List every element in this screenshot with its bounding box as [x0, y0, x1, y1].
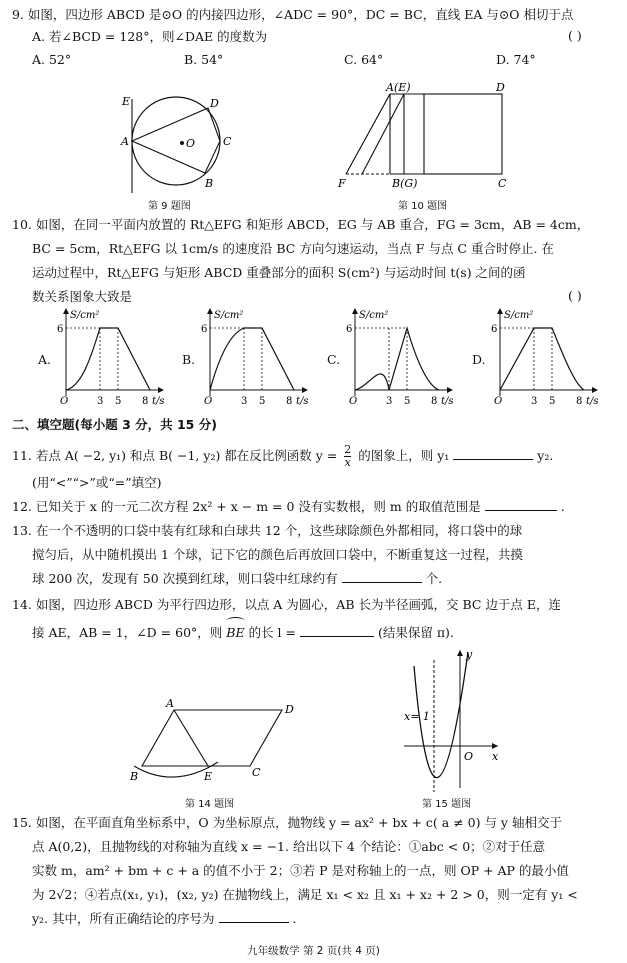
- q10-graph-xtick: O: [349, 396, 358, 407]
- q10-graph-ylabel: S/cm²: [359, 310, 389, 321]
- fig14-label-e: E: [204, 770, 213, 783]
- q10-graph-ytick: 6: [57, 324, 64, 335]
- q11-line2: (用“<”“>”或“=”填空): [32, 475, 162, 490]
- fig9-circle-diagram: [110, 85, 260, 197]
- q11-text-c: y₂.: [537, 448, 554, 463]
- q10-graph-xlabel: t/s: [152, 396, 165, 407]
- q14-answer-blank[interactable]: [300, 624, 374, 637]
- fig10-label-bg: B(G): [392, 177, 418, 190]
- q9-line1: 9. 如图，四边形 ABCD 是⊙O 的内接四边形，∠ADC = 90°，DC = BC，直线 EA 与⊙O 相切于点: [12, 7, 574, 22]
- fig15-label-x: x: [492, 750, 499, 763]
- q10-graph-xtick: O: [60, 396, 69, 407]
- q14-line1: 14. 如图，四边形 ABCD 为平行四边形，以点 A 为圆心，AB 长为半径画弧，交 BC 边于点 E，连: [12, 597, 562, 612]
- q15-line4: 为 2√2；④若点(x₁, y₁)，(x₂, y₂) 在抛物线上，满足 x₁ < x₂ 且 x₁ + x₂ + 2 > 0，则一定有 y₁ <: [32, 887, 578, 902]
- q9-option-b: B. 54°: [184, 52, 224, 67]
- q10-graph-ylabel: S/cm²: [504, 310, 534, 321]
- fig10-label-f: F: [338, 177, 346, 190]
- q12-end: .: [560, 499, 565, 514]
- q15-line3: 实数 m，am² + bm + c + a 的值不小于 2；③若 P 是对称轴上的一点，则 OP + AP 的最小值: [32, 863, 569, 878]
- q10-graph-ytick: 6: [491, 324, 498, 335]
- q10-graph-xtick: O: [204, 396, 213, 407]
- q10-graph-xtick: 5: [259, 396, 266, 407]
- q10-graph-xtick: 5: [404, 396, 411, 407]
- q9-line2: A. 若∠BCD = 128°，则∠DAE 的度数为: [32, 29, 268, 44]
- q10-graph-xtick: 8: [431, 396, 438, 407]
- q10-graph-xlabel: t/s: [586, 396, 599, 407]
- q10-line4: 数关系图象大致是: [32, 289, 133, 304]
- fig9-label-d: D: [210, 97, 219, 110]
- q14-arc-be: BE: [226, 624, 244, 642]
- fig9-label-c: C: [223, 135, 232, 148]
- fig10-rectangle-diagram: [332, 80, 522, 195]
- q10-graph-ytick: 6: [201, 324, 208, 335]
- q10-graph-xtick: 5: [115, 396, 122, 407]
- q10-graph-a: [54, 306, 174, 410]
- q9-option-c: C. 64°: [344, 52, 384, 67]
- fig9-caption: 第 9 题图: [148, 201, 191, 212]
- q10-graph-xtick: 3: [97, 396, 104, 407]
- fig10-label-ae: A(E): [386, 81, 411, 94]
- q10-graph-letter-c: C.: [327, 352, 341, 367]
- q10-graph-xtick: 8: [576, 396, 583, 407]
- q10-graph-xlabel: t/s: [296, 396, 309, 407]
- q10-graph-c: [343, 306, 463, 410]
- section-2-heading: 二、填空题(每小题 3 分，共 15 分): [12, 417, 217, 432]
- q10-graph-xtick: 3: [386, 396, 393, 407]
- q10-graph-letter-a: A.: [38, 352, 52, 367]
- fig9-label-o: O: [186, 137, 196, 150]
- fig15-label-o: O: [464, 750, 474, 763]
- q10-graph-xtick: 5: [549, 396, 556, 407]
- fig14-caption: 第 14 题图: [185, 799, 235, 810]
- q13-answer-blank[interactable]: [342, 570, 422, 583]
- q14-arc-mark: [226, 617, 244, 626]
- q9-paren: ( ): [568, 28, 582, 43]
- q11-text-a: 11. 若点 A( −2, y₁) 和点 B( −1, y₂) 都在反比例函数 y =: [12, 448, 338, 463]
- q12-answer-blank[interactable]: [485, 498, 557, 511]
- q11-text-b: 的图象上，则 y₁: [358, 448, 450, 463]
- q10-graph-ylabel: S/cm²: [214, 310, 244, 321]
- q10-graph-letter-d: D.: [472, 352, 486, 367]
- q10-graph-xtick: 8: [286, 396, 293, 407]
- q11-frac-num: 2: [344, 443, 352, 456]
- q15-end: .: [292, 911, 297, 926]
- q10-graph-d: [488, 306, 608, 410]
- q13-line2: 搅匀后，从中随机摸出 1 个球，记下它的颜色后再放回口袋中，不断重复这一过程，共摸: [32, 547, 523, 562]
- fig9-label-a: A: [121, 135, 129, 148]
- fig14-label-b: B: [130, 770, 139, 783]
- q15-line1: 15. 如图，在平面直角坐标系中，O 为坐标原点，抛物线 y = ax² + bx + c( a ≠ 0) 与 y 轴相交于: [12, 815, 562, 830]
- fig10-label-d: D: [496, 81, 505, 94]
- q10-line3: 运动过程中，Rt△EFG 与矩形 ABCD 重叠部分的面积 S(cm²) 与运动时间 t(s) 之间的函: [32, 265, 526, 280]
- fig9-label-e: E: [122, 95, 131, 108]
- fig15-label-y: y: [466, 648, 473, 661]
- q15-line2: 点 A(0,2)，且抛物线的对称轴为直线 x = −1. 给出以下 4 个结论：①abc < 0；②对于任意: [32, 839, 546, 854]
- fig14-label-a: A: [166, 697, 174, 710]
- q10-graph-xlabel: t/s: [441, 396, 454, 407]
- q11-line1: [12, 444, 553, 469]
- q13-line1: 13. 在一个不透明的口袋中装有红球和白球共 12 个，这些球除颜色外都相同，将口袋中的球: [12, 523, 523, 538]
- q15-line5: [32, 910, 296, 928]
- q15-text: y₂. 其中，所有正确结论的序号为: [32, 911, 215, 926]
- q10-graph-xtick: 3: [241, 396, 248, 407]
- fig15-caption: 第 15 题图: [422, 799, 472, 810]
- fig14-label-c: C: [252, 766, 261, 779]
- q10-graph-letter-b: B.: [182, 352, 196, 367]
- q13-line3: [32, 570, 442, 588]
- q14-text-b: 的长 l =: [248, 625, 296, 640]
- q12-text: 12. 已知关于 x 的一元二次方程 2x² + x − m = 0 没有实数根，则 m 的取值范围是: [12, 499, 481, 514]
- q10-graph-ylabel: S/cm²: [70, 310, 100, 321]
- q10-paren: ( ): [568, 288, 582, 303]
- fig14-parallelogram: [122, 696, 312, 792]
- q11-answer-blank[interactable]: [453, 447, 533, 460]
- q10-graph-b: [198, 306, 318, 410]
- q13-end: 个.: [425, 571, 443, 586]
- q10-graph-ytick: 6: [346, 324, 353, 335]
- q12-line: [12, 498, 565, 516]
- q14-text-a: 接 AE，AB = 1，∠D = 60°，则: [32, 625, 223, 640]
- q9-option-a: A. 52°: [32, 52, 72, 67]
- q14-line2: [32, 624, 454, 642]
- q10-line1: 10. 如图，在同一平面内放置的 Rt△EFG 和矩形 ABCD，EG 与 AB 重合，FG = 3cm，AB = 4cm，: [12, 217, 590, 232]
- q11-frac-den: x: [344, 456, 351, 469]
- q10-line2: BC = 5cm，Rt△EFG 以 1cm/s 的速度沿 BC 方向匀速运动，当点 F 与点 C 重合时停止. 在: [32, 241, 554, 256]
- fig9-label-b: B: [205, 177, 214, 190]
- q15-answer-blank[interactable]: [219, 910, 289, 923]
- fig10-label-c: C: [498, 177, 507, 190]
- q10-graph-xtick: 3: [531, 396, 538, 407]
- q10-graph-xtick: O: [494, 396, 503, 407]
- q13-text: 球 200 次，发现有 50 次摸到红球，则口袋中红球约有: [32, 571, 338, 586]
- page-footer: 九年级数学 第 2 页(共 4 页): [247, 945, 380, 957]
- fig14-label-d: D: [285, 703, 294, 716]
- q9-option-d: D. 74°: [496, 52, 536, 67]
- q14-text-c: (结果保留 π).: [377, 625, 454, 640]
- q11-fraction: [344, 444, 351, 469]
- fig15-parabola: [394, 646, 506, 794]
- fig10-caption: 第 10 题图: [398, 201, 448, 212]
- fig15-axis-label: x= 1: [404, 710, 430, 723]
- q10-graph-xtick: 8: [142, 396, 149, 407]
